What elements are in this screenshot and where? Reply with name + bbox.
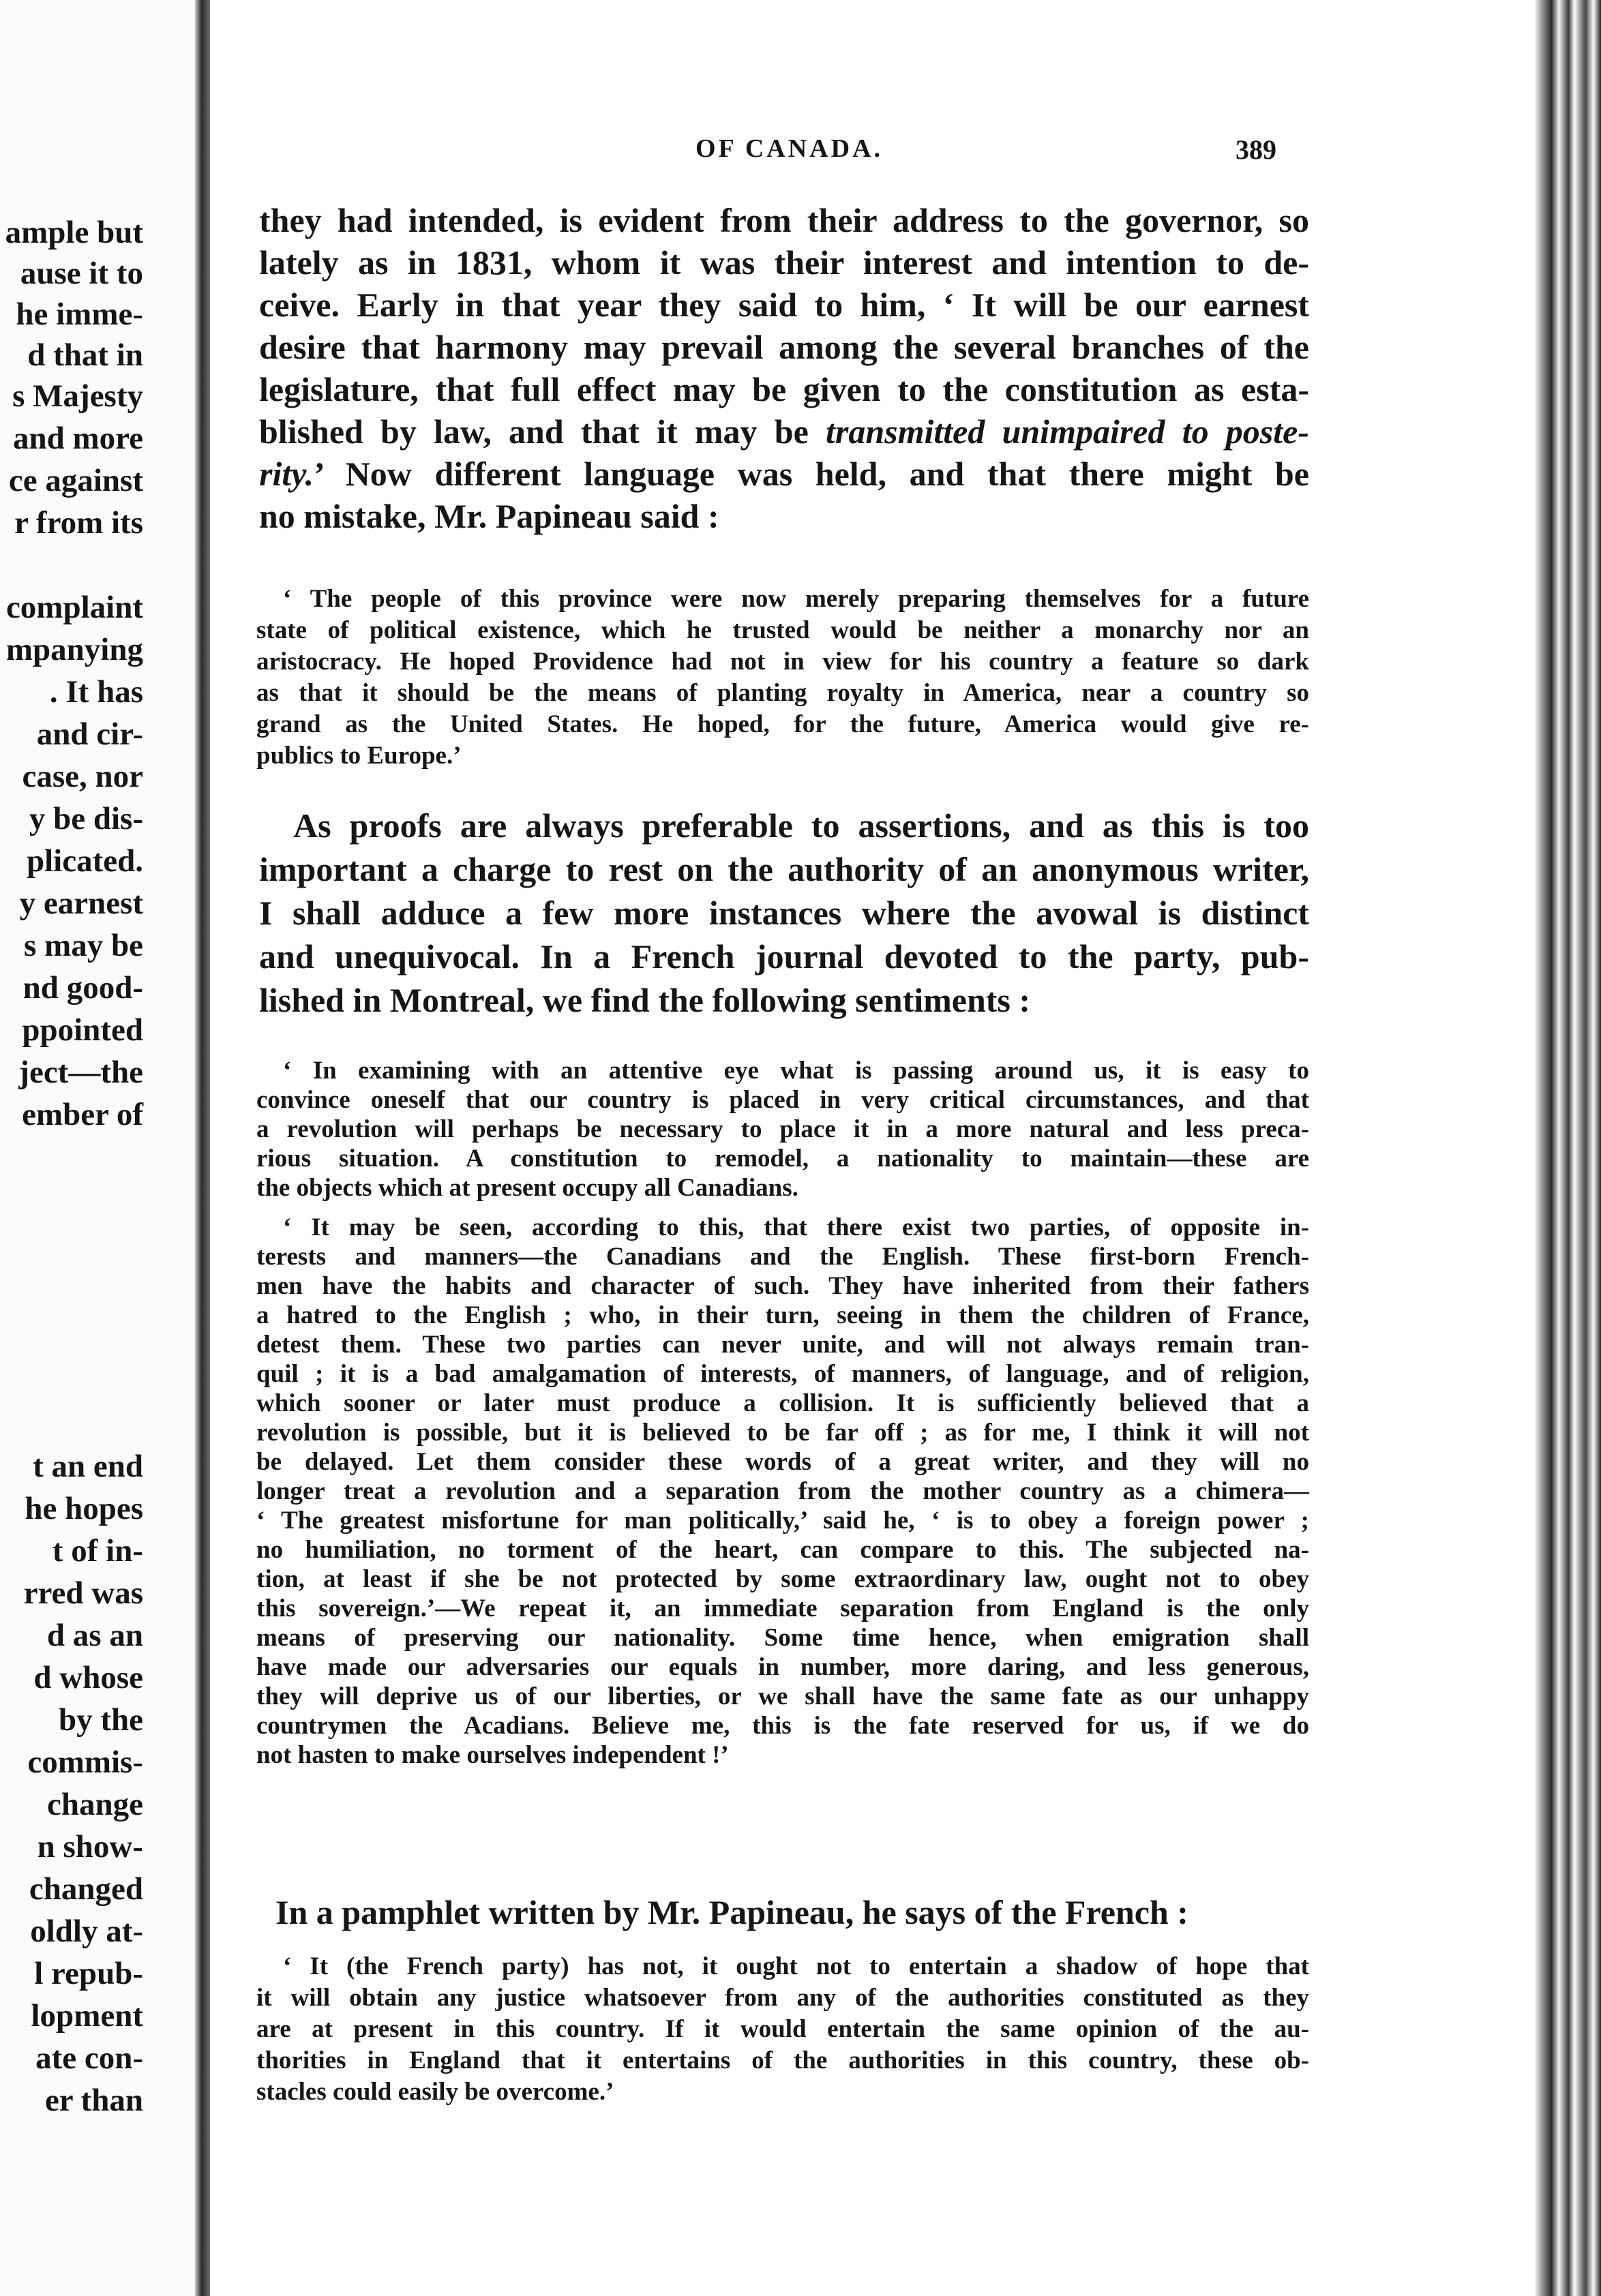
- quote-line: quil ; it is a bad amalgamation of interests, of manners, of language, and of religion,: [256, 1360, 1309, 1388]
- running-head: OF CANADA.: [695, 134, 884, 163]
- left-page-line: t an end: [33, 1449, 143, 1484]
- quote-line: thorities in England that it entertains of the authorities in this country, these ob-: [256, 2046, 1309, 2074]
- left-page-line: d whose: [33, 1660, 143, 1695]
- quote-line: longer treat a revolution and a separation from the mother country as a chimera—: [256, 1477, 1309, 1505]
- body-line: important a charge to rest on the authority of an anonymous writer,: [259, 850, 1309, 888]
- left-page-line: and more: [12, 421, 143, 456]
- left-page-line: l repub-: [34, 1956, 143, 1991]
- quote-line: not hasten to make ourselves independent !’: [256, 1741, 729, 1769]
- quote-line: the objects which at present occupy all Canadians.: [256, 1174, 798, 1202]
- left-page-line: y be dis-: [29, 801, 143, 836]
- left-page-line: he imme-: [16, 297, 143, 332]
- left-page-line: d as an: [46, 1618, 143, 1653]
- left-page-line: he hopes: [25, 1491, 143, 1526]
- left-page-line: r from its: [14, 505, 143, 541]
- quote-line: revolution is possible, but it is believed to be far off ; as for me, I think it will not: [256, 1419, 1309, 1447]
- body-text: blished by law, and that it may be: [259, 412, 809, 451]
- left-page-line: y earnest: [19, 886, 143, 921]
- left-page-line: ject—the: [18, 1055, 143, 1090]
- quote-line: have made our adversaries our equals in number, more daring, and less generous,: [256, 1653, 1309, 1681]
- italic-text: rity.: [259, 455, 314, 493]
- body-line: As proofs are always preferable to assertions, and as this is too: [293, 806, 1309, 845]
- body-line: I shall adduce a few more instances where the avowal is distinct: [259, 894, 1309, 932]
- left-page-line: mpanying: [5, 632, 143, 667]
- quote-line: publics to Europe.’: [256, 742, 462, 770]
- left-page-line: er than: [44, 2083, 143, 2118]
- left-page-line: t of in-: [52, 1533, 143, 1569]
- quote-line: no humiliation, no torment of the heart, can compare to this. The subjected na-: [256, 1536, 1309, 1564]
- quote-line: stacles could easily be overcome.’: [256, 2078, 614, 2106]
- quote-line: this sovereign.’—We repeat it, an immediate separation from England is the only: [256, 1595, 1309, 1622]
- book-gutter: [195, 0, 210, 2296]
- quote-line: which sooner or later must produce a collision. It is sufficiently believed that a: [256, 1389, 1309, 1417]
- left-page-line: changed: [29, 1871, 143, 1907]
- body-line: they had intended, is evident from their address to the governor, so: [259, 201, 1309, 239]
- left-page-line: plicated.: [26, 843, 143, 879]
- quote-line: ‘ It may be seen, according to this, that there exist two parties, of opposite in-: [283, 1213, 1309, 1241]
- left-page-line: n show-: [37, 1829, 143, 1864]
- left-page-line: ample but: [5, 215, 143, 250]
- left-page-line: s Majesty: [12, 378, 143, 414]
- quote-line: ‘ The people of this province were now merely preparing themselves for a future: [283, 585, 1309, 613]
- left-page-line: and cir-: [36, 716, 143, 752]
- left-page-line: lopment: [31, 1998, 143, 2034]
- body-line: legislature, that full effect may be given to the constitution as esta-: [259, 370, 1309, 408]
- left-page-line: rred was: [23, 1575, 143, 1611]
- quote-line: aristocracy. He hoped Providence had not in view for his country a feature so dark: [256, 648, 1309, 676]
- quote-line: grand as the United States. He hoped, for the future, America would give re-: [256, 710, 1309, 738]
- quote-line: convince oneself that our country is placed in very critical circumstances, and that: [256, 1086, 1309, 1114]
- left-page-fragment: [0, 0, 195, 2296]
- left-page-line: ause it to: [20, 256, 143, 291]
- left-page-line: ppointed: [22, 1012, 143, 1048]
- left-page-line: nd good-: [23, 970, 143, 1006]
- quote-line: countrymen the Acadians. Believe me, this is the fate reserved for us, if we do: [256, 1712, 1309, 1740]
- left-page-line: ember of: [22, 1097, 143, 1132]
- italic-text: transmitted unimpaired to poste-: [825, 412, 1310, 451]
- left-page-line: commis-: [27, 1744, 143, 1780]
- quote-line: tion, at least if she be not protected by some extraordinary law, ought not to obey: [256, 1565, 1309, 1593]
- left-page-line: ce against: [8, 463, 143, 498]
- quote-line: they will deprive us of our liberties, or we shall have the same fate as our unhappy: [256, 1682, 1309, 1710]
- left-page-line: case, nor: [22, 759, 143, 794]
- left-page-line: oldly at-: [30, 1914, 143, 1949]
- page-edge: [1506, 0, 1601, 2296]
- quote-line: a revolution will perhaps be necessary to place it in a more natural and less preca-: [256, 1115, 1309, 1143]
- left-page-line: . It has: [49, 674, 143, 710]
- quote-line: it will obtain any justice whatsoever from any of the authorities constituted as they: [256, 1984, 1309, 2012]
- body-line: lished in Montreal, we find the following sentiments :: [259, 981, 1031, 1019]
- quote-line: terests and manners—the Canadians and the English. These first-born French-: [256, 1243, 1309, 1271]
- quote-line: men have the habits and character of such. They have inherited from their fathers: [256, 1272, 1309, 1300]
- quote-line: as that it should be the means of planting royalty in America, near a country so: [256, 679, 1309, 707]
- quote-line: detest them. These two parties can never unite, and will not always remain tran-: [256, 1331, 1309, 1359]
- quote-line: ‘ It (the French party) has not, it ought not to entertain a shadow of hope that: [283, 1952, 1309, 1980]
- body-line: lately as in 1831, whom it was their interest and intention to de-: [259, 243, 1309, 282]
- quote-line: rious situation. A constitution to remodel, a nationality to maintain—these are: [256, 1145, 1309, 1173]
- body-line: desire that harmony may prevail among the several branches of the: [259, 328, 1309, 366]
- quote-line: ‘ In examining with an attentive eye what is passing around us, it is easy to: [283, 1057, 1309, 1085]
- left-page-line: by the: [58, 1702, 143, 1738]
- left-page-line: complaint: [5, 590, 143, 625]
- body-text: ’ Now different language was held, and that there might be: [314, 455, 1309, 493]
- body-line: [259, 457, 1309, 491]
- body-line: ceive. Early in that year they said to him, ‘ It will be our earnest: [259, 286, 1309, 324]
- section-heading: In a pamphlet written by Mr. Papineau, he says of the French :: [275, 1893, 1188, 1931]
- quote-line: a hatred to the English ; who, in their turn, seeing in them the children of France,: [256, 1301, 1309, 1329]
- left-page-line: s may be: [24, 928, 143, 963]
- body-line: and unequivocal. In a French journal devoted to the party, pub-: [259, 937, 1309, 976]
- quote-line: be delayed. Let them consider these words of a great writer, and they will no: [256, 1448, 1309, 1476]
- left-page-line: d that in: [27, 337, 143, 373]
- quote-line: means of preserving our nationality. Some time hence, when emigration shall: [256, 1624, 1309, 1652]
- left-page-line: ate con-: [35, 2040, 143, 2076]
- quote-line: are at present in this country. If it would entertain the same opinion of the au-: [256, 2015, 1309, 2043]
- body-line: [259, 414, 1309, 449]
- quote-line: ‘ The greatest misfortune for man politically,’ said he, ‘ is to obey a foreign power ;: [256, 1507, 1309, 1535]
- left-page-line: change: [47, 1787, 143, 1822]
- quote-line: state of political existence, which he trusted would be neither a monarchy nor an: [256, 616, 1309, 644]
- page-number: 389: [1236, 134, 1276, 165]
- body-line: no mistake, Mr. Papineau said :: [259, 497, 719, 535]
